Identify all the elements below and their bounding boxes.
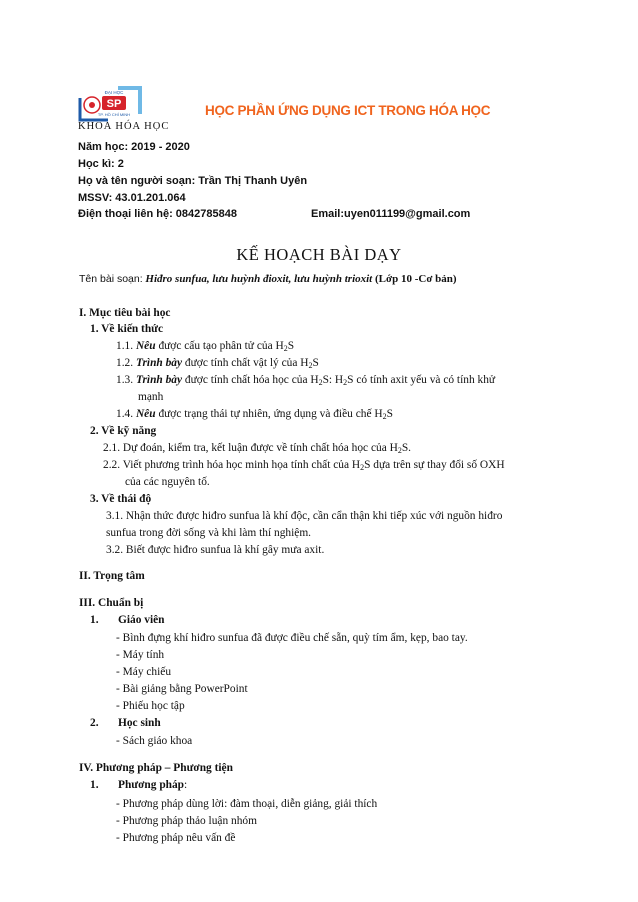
skills-item-continued: của các nguyên tố. [125, 476, 210, 488]
attitude-item-continued: sunfua trong đời sống và khi làm thí nghiệm. [106, 527, 312, 539]
lesson-line [79, 273, 457, 285]
section-2-heading: II. Trọng tâm [79, 570, 145, 582]
teacher-item: - Bình đựng khí hiđro sunfua đã được điều chế sẵn, quỳ tím ẩm, kẹp, bao tay. [116, 632, 468, 644]
phone: Điện thoại liên hệ: 0842785848 [78, 208, 237, 220]
teacher-item: - Máy chiếu [116, 666, 172, 678]
knowledge-item: 1.2. Trình bày được tính chất vật lý của $H_2S$ [116, 357, 319, 370]
semester: Học kì: 2 [78, 158, 124, 170]
teacher-num: 1. [90, 614, 99, 626]
knowledge-item: 1.4. Nêu được trạng thái tự nhiên, ứng dụng và điều chế $H_2S$ [116, 408, 393, 421]
teacher-item: - Bài giảng bằng PowerPoint [116, 683, 248, 695]
knowledge-item-continued: mạnh [138, 391, 164, 403]
method-heading: Phương pháp: [118, 779, 188, 791]
method-num: 1. [90, 779, 99, 791]
section-1-heading: I. Mục tiêu bài học [79, 307, 171, 319]
method-item: - Phương pháp thảo luận nhóm [116, 815, 257, 827]
school-year: Năm học: 2019 - 2020 [78, 141, 190, 153]
logo-line1: ĐẠI HỌC [104, 90, 124, 95]
logo-brand: SP [106, 98, 122, 110]
author: Họ và tên người soạn: Trần Thị Thanh Uyên [78, 175, 308, 187]
skills-item: 2.1. Dự đoán, kiểm tra, kết luận được về tính chất hóa học của $H_2S$. [103, 442, 412, 455]
document-title: KẾ HOẠCH BÀI DẠY [236, 245, 402, 264]
knowledge-item: 1.1. Nêu được cấu tạo phân tử của $H_2S$ [116, 340, 295, 353]
email: Email:uyen011199@gmail.com [311, 208, 471, 220]
section-3-heading: III. Chuẩn bị [79, 597, 144, 609]
course-title: HỌC PHẦN ỨNG DỤNG ICT TRONG HÓA HỌC [205, 103, 491, 118]
method-item: - Phương pháp dùng lời: đàm thoại, diễn giảng, giải thích [116, 798, 378, 810]
student-heading: Học sinh [118, 717, 161, 729]
section-4-heading: IV. Phương pháp – Phương tiện [79, 762, 233, 774]
attitude-heading: 3. Về thái độ [90, 493, 152, 505]
method-item: - Phương pháp nêu vấn đề [116, 832, 236, 844]
knowledge-item: 1.3. Trình bày được tính chất hóa học của $H_2S$: $H_2S$ có tính axit yếu và có tính khử [116, 374, 496, 387]
skills-heading: 2. Về kỹ năng [90, 425, 157, 437]
student-num: 2. [90, 717, 99, 729]
logo-emblem [78, 84, 144, 124]
attitude-item: 3.2. Biết được hiđro sunfua là khí gây mưa axit. [106, 544, 325, 556]
lesson-name: Hiđro sunfua, lưu huỳnh đioxit, lưu huỳnh trioxit [145, 273, 373, 285]
logo-line2: TP. HỒ CHÍ MINH [97, 112, 131, 117]
lesson-label: Tên bài soạn: [79, 273, 143, 285]
attitude-item: 3.1. Nhận thức được hiđro sunfua là khí độc, cần cẩn thận khi tiếp xúc với nguồn hiđro [106, 510, 503, 522]
skills-item: 2.2. Viết phương trình hóa học minh họa tính chất của $H_2S$ dựa trên sự thay đổi số OXH [103, 459, 505, 472]
teacher-item: - Máy tính [116, 649, 165, 661]
faculty-name: KHOA HÓA HỌC [78, 121, 170, 132]
lesson-suffix: (Lớp 10 -Cơ bản) [375, 273, 457, 285]
student-id: MSSV: 43.01.201.064 [78, 192, 186, 204]
university-logo [78, 84, 144, 124]
teacher-item: - Phiếu học tập [116, 700, 185, 712]
teacher-heading: Giáo viên [118, 614, 165, 626]
student-item: - Sách giáo khoa [116, 735, 193, 747]
knowledge-heading: 1. Về kiến thức [90, 323, 164, 335]
